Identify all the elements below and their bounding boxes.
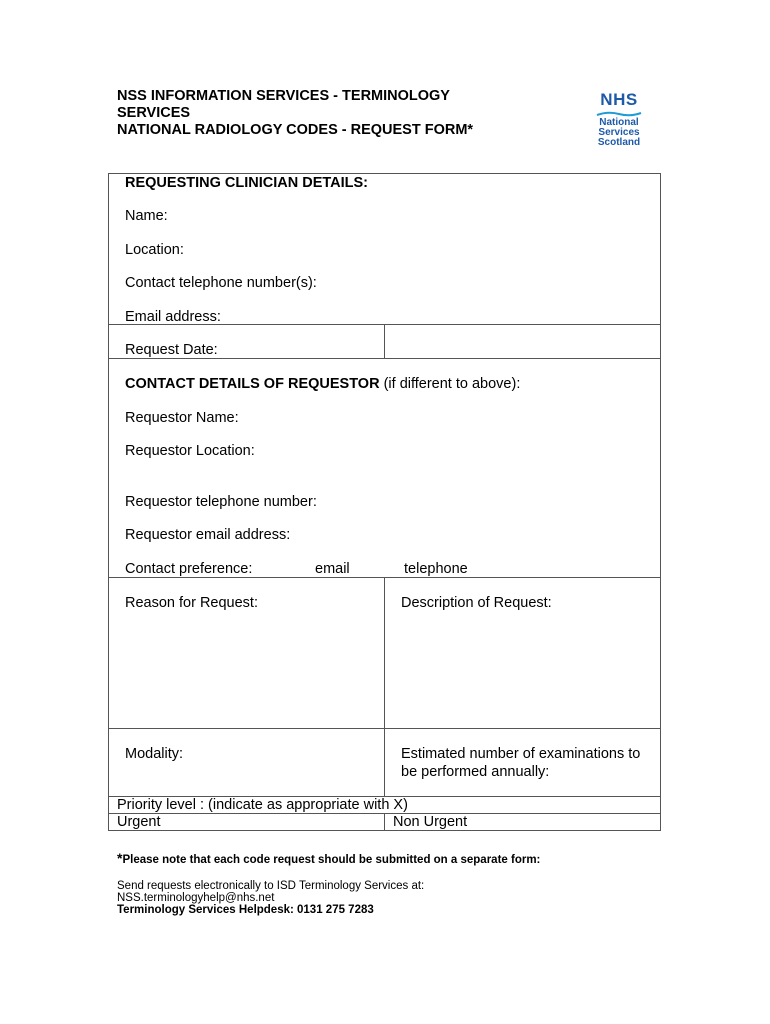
request-date-cell xyxy=(109,325,385,359)
requestor-name-label[interactable]: Requestor Name: xyxy=(125,410,239,426)
help-email-link[interactable]: NSS.terminologyhelp@nhs.net xyxy=(117,892,275,904)
requestor-heading: CONTACT DETAILS OF REQUESTOR (if different to above): xyxy=(125,376,521,392)
description-label: Description of Request: xyxy=(401,595,552,611)
contact-preference-label: Contact preference: xyxy=(125,561,253,577)
request-date-input[interactable] xyxy=(385,325,661,359)
phone-label[interactable]: Contact telephone number(s): xyxy=(125,275,317,291)
nhs-logo-text: NHS xyxy=(594,90,644,110)
helpdesk-phone: Terminology Services Helpdesk: 0131 275 7283 xyxy=(117,904,374,916)
title-line-2: SERVICES xyxy=(117,105,191,121)
request-form-table xyxy=(108,173,661,831)
form-title xyxy=(117,88,557,139)
requestor-section xyxy=(109,359,661,578)
send-instructions: Send requests electronically to ISD Terminology Services at: xyxy=(117,880,425,892)
reason-cell[interactable] xyxy=(109,578,385,729)
footer-notes xyxy=(117,850,677,916)
clinician-heading: REQUESTING CLINICIAN DETAILS: xyxy=(125,175,369,191)
title-line-3: NATIONAL RADIOLOGY CODES - REQUEST FORM* xyxy=(117,122,474,138)
reason-label: Reason for Request: xyxy=(125,595,258,611)
urgent-option[interactable]: Urgent xyxy=(109,814,385,831)
name-label[interactable]: Name: xyxy=(125,208,168,224)
estimate-label-line-1: Estimated number of examinations to xyxy=(401,746,641,762)
separate-form-note: *Please note that each code request should be submitted on a separate form: xyxy=(117,850,541,866)
estimate-label-line-2: be performed annually: xyxy=(401,764,550,780)
title-line-1: NSS INFORMATION SERVICES - TERMINOLOGY xyxy=(117,88,450,104)
priority-heading: Priority level : (indicate as appropriate with X) xyxy=(109,797,661,814)
modality-cell[interactable] xyxy=(109,729,385,797)
request-date-label: Request Date: xyxy=(125,342,218,358)
location-label[interactable]: Location: xyxy=(125,242,184,258)
requestor-location-label[interactable]: Requestor Location: xyxy=(125,443,255,459)
logo-line-1: National xyxy=(599,117,639,128)
description-cell[interactable] xyxy=(385,578,661,729)
logo-line-3: Scotland xyxy=(597,137,641,148)
preference-email-option[interactable]: email xyxy=(315,561,350,577)
requestor-email-label[interactable]: Requestor email address: xyxy=(125,527,291,543)
nhs-logo xyxy=(588,90,650,150)
estimate-cell[interactable] xyxy=(385,729,661,797)
modality-label: Modality: xyxy=(125,746,184,762)
preference-telephone-option[interactable]: telephone xyxy=(404,561,468,577)
requestor-phone-label[interactable]: Requestor telephone number: xyxy=(125,494,317,510)
email-label[interactable]: Email address: xyxy=(125,309,221,325)
clinician-section xyxy=(109,174,661,325)
logo-line-2: Services xyxy=(598,127,640,138)
non-urgent-option[interactable]: Non Urgent xyxy=(385,814,661,831)
